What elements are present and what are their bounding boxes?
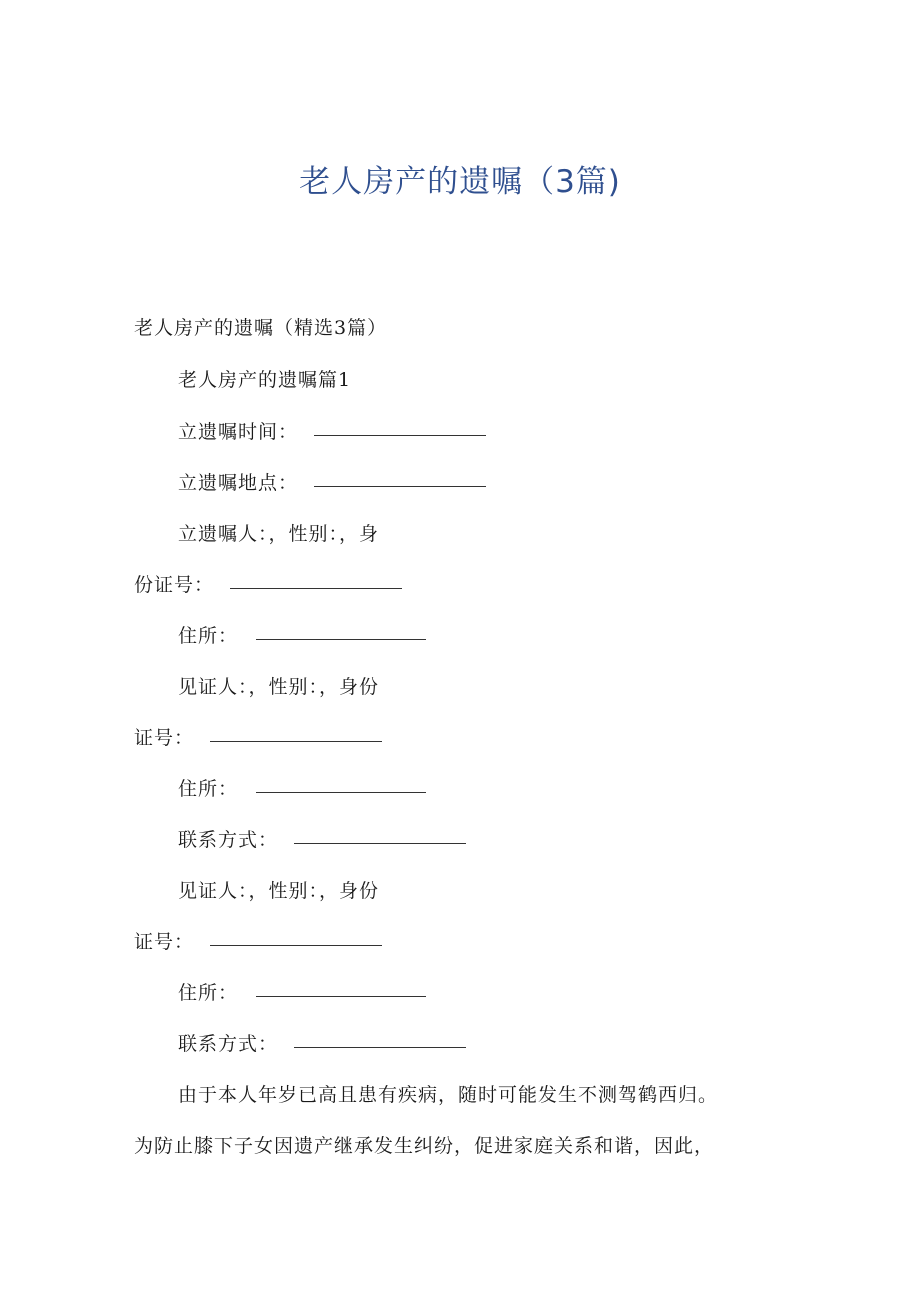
will-place-blank	[314, 485, 486, 487]
will-time-label: 立遗嘱时间：	[178, 421, 299, 443]
witness1-label: 见证人：，性别：，身份	[178, 676, 380, 698]
testator-id-label: 份证号：	[134, 574, 215, 596]
body-paragraph-line-2: 为防止膝下子女因遗产继承发生纠纷，促进家庭关系和谐，因此，	[134, 1135, 715, 1157]
document-title: 老人房产的遗嘱（3篇)	[299, 164, 621, 200]
witness1-address-row	[178, 777, 426, 801]
testator-address-row	[178, 624, 426, 648]
witness2-contact-blank	[294, 1046, 466, 1048]
document-subtitle: 老人房产的遗嘱（精选3篇）	[134, 317, 388, 339]
will-place-label: 立遗嘱地点：	[178, 472, 299, 494]
witness1-contact-blank	[294, 842, 466, 844]
witness2-id-blank	[210, 944, 382, 946]
witness1-contact-row	[178, 828, 466, 852]
witness1-id-blank	[210, 740, 382, 742]
testator-id-row	[134, 573, 402, 597]
body-paragraph-line-1: 由于本人年岁已高且患有疾病，随时可能发生不测驾鹤西归。	[178, 1084, 719, 1106]
witness2-contact-row	[178, 1032, 466, 1056]
witness2-label: 见证人：，性别：，身份	[178, 880, 380, 902]
witness2-id-row	[134, 930, 382, 954]
testator-label: 立遗嘱人：，性别：，身	[178, 523, 380, 545]
witness1-id-row	[134, 726, 382, 750]
testator-address-blank	[256, 638, 426, 640]
testator-address-label: 住所：	[178, 625, 239, 647]
testator-id-blank	[230, 587, 402, 589]
witness1-address-blank	[256, 791, 426, 793]
section-heading: 老人房产的遗嘱篇1	[178, 369, 352, 391]
witness1-contact-label: 联系方式：	[178, 829, 279, 851]
will-place-row	[178, 471, 486, 495]
witness2-id-label: 证号：	[134, 931, 195, 953]
witness2-address-label: 住所：	[178, 982, 239, 1004]
witness1-address-label: 住所：	[178, 778, 239, 800]
witness2-contact-label: 联系方式：	[178, 1033, 279, 1055]
witness2-address-row	[178, 981, 426, 1005]
will-time-blank	[314, 434, 486, 436]
witness1-id-label: 证号：	[134, 727, 195, 749]
will-time-row	[178, 420, 486, 444]
witness2-address-blank	[256, 995, 426, 997]
